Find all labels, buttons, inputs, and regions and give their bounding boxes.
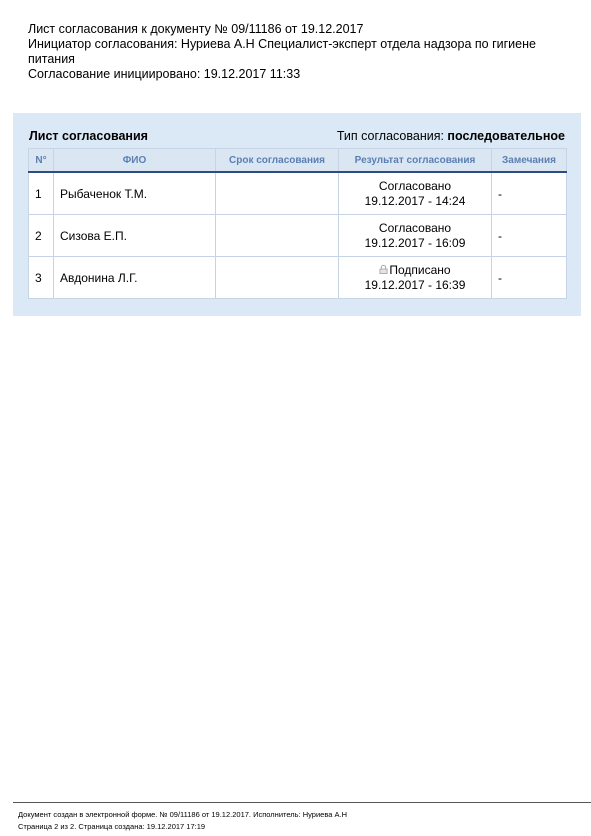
row-number: 2 <box>29 215 54 257</box>
result-status: Подписано <box>389 262 451 277</box>
column-header-remarks: Замечания <box>492 149 567 173</box>
approval-remarks: - <box>492 172 567 215</box>
footer-page-info: Страница 2 из 2. Страница создана: 19.12.2017 17:19 <box>18 822 206 831</box>
result-date: 19.12.2017 - 16:09 <box>364 235 466 250</box>
panel-title: Лист согласования <box>29 129 148 143</box>
result-status: Согласовано <box>378 178 452 193</box>
column-header-name: ФИО <box>54 149 216 173</box>
approval-result <box>339 257 492 299</box>
initiator-line-continued: питания <box>28 52 75 66</box>
approver-name: Сизова Е.П. <box>54 215 216 257</box>
row-number: 1 <box>29 172 54 215</box>
approval-result <box>339 172 492 215</box>
approval-type-label: Тип согласования: <box>336 129 448 143</box>
initiated-at: Согласование инициировано: 19.12.2017 11:33 <box>28 67 301 81</box>
table-row <box>29 257 567 299</box>
approval-result <box>339 215 492 257</box>
approval-type <box>337 129 565 143</box>
column-header-number: N° <box>29 149 54 173</box>
footer-document-info: Документ создан в электронной форме. № 09/11186 от 19.12.2017. Исполнитель: Нуриева А.Н <box>18 810 348 819</box>
row-number: 3 <box>29 257 54 299</box>
table-header-row <box>29 149 567 173</box>
approval-type-value: последовательное <box>447 129 565 143</box>
result-date: 19.12.2017 - 16:39 <box>364 277 466 292</box>
column-header-result: Результат согласования <box>339 149 492 173</box>
result-date: 19.12.2017 - 14:24 <box>364 193 466 208</box>
footer-divider <box>13 802 591 803</box>
approval-deadline <box>216 172 339 215</box>
result-status: Согласовано <box>378 220 452 235</box>
page-footer <box>18 809 347 833</box>
initiator-line: Инициатор согласования: Нуриева А.Н Специалист-эксперт отдела надзора по гигиене <box>28 37 536 51</box>
approval-remarks: - <box>492 215 567 257</box>
approval-deadline <box>216 257 339 299</box>
approval-remarks: - <box>492 257 567 299</box>
table-row <box>29 215 567 257</box>
approver-name: Авдонина Л.Г. <box>54 257 216 299</box>
approver-name: Рыбаченок Т.М. <box>54 172 216 215</box>
approval-panel <box>13 113 581 316</box>
table-row <box>29 172 567 215</box>
panel-header <box>29 129 565 145</box>
document-title: Лист согласования к документу № 09/11186 от 19.12.2017 <box>28 22 364 36</box>
lock-icon <box>379 265 388 274</box>
approval-deadline <box>216 215 339 257</box>
document-header <box>28 22 573 82</box>
approval-table <box>28 148 567 299</box>
column-header-deadline: Срок согласования <box>216 149 339 173</box>
